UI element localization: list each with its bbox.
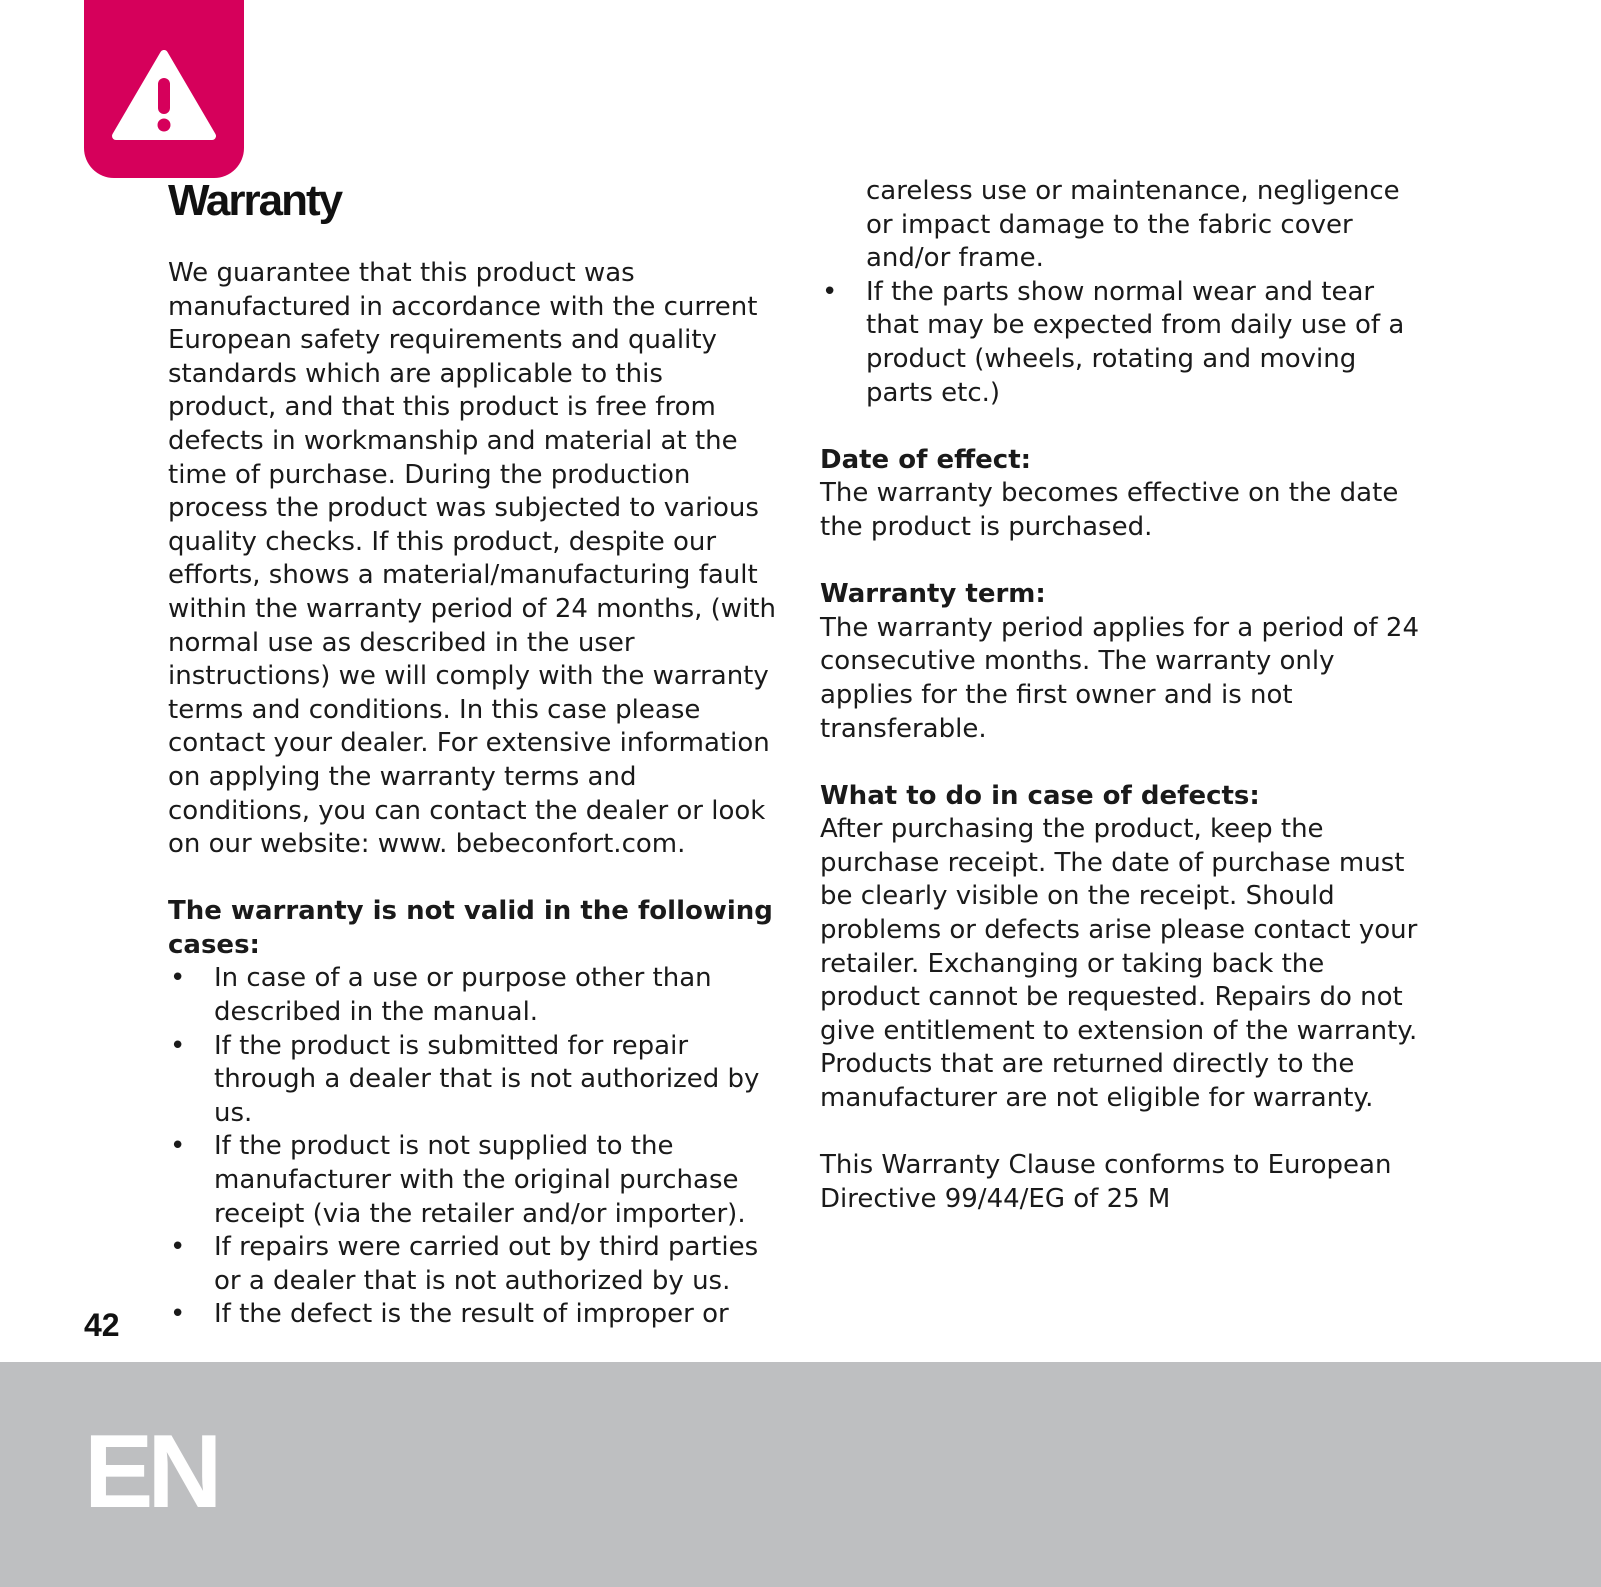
right-column bbox=[820, 175, 1420, 1216]
left-column bbox=[168, 257, 778, 1332]
bullet-dot: • bbox=[170, 963, 186, 994]
language-code: EN bbox=[84, 1414, 217, 1530]
defects-body: After purchasing the product, keep the purchase receipt. The date of purchase must be clearly visible on the receipt. Should problems or defects arise please contact your retailer. Exchanging or taking back the product cannot be requested. Repairs do not give entitlement to extension of the warranty. Products that are returned directly to the manufacturer are not eligible for warranty. bbox=[820, 814, 1418, 1114]
list-item: • If the defect is the result of improper or bbox=[168, 1298, 778, 1332]
bullet-continuation: careless use or maintenance, negligence or impact damage to the fabric cover and/or frame. bbox=[866, 176, 1400, 274]
warranty-term-heading: Warranty term: bbox=[820, 579, 1046, 610]
closing-clause: This Warranty Clause conforms to European Directive 99/44/EG of 25 M bbox=[820, 1150, 1392, 1214]
bullet-dot: • bbox=[170, 1299, 186, 1330]
bullet-dot: • bbox=[822, 276, 838, 307]
page-title: Warranty bbox=[168, 176, 342, 225]
not-valid-heading: The warranty is not valid in the following cases: bbox=[168, 896, 773, 960]
bullet-dot: • bbox=[170, 1232, 186, 1263]
warning-triangle-icon bbox=[112, 50, 216, 142]
exclusion-list bbox=[168, 962, 778, 1332]
exclusion-list-continued bbox=[820, 276, 1420, 410]
list-item: • If the product is not supplied to the manufacturer with the original purchase receipt (via the retailer and/or importer). bbox=[170, 1131, 746, 1229]
page-number: 42 bbox=[84, 1307, 120, 1343]
warning-tab bbox=[84, 0, 244, 178]
language-band bbox=[0, 1362, 1601, 1587]
bullet-dot: • bbox=[170, 1131, 186, 1162]
list-item: • In case of a use or purpose other than described in the manual. bbox=[170, 963, 712, 1028]
defects-heading: What to do in case of defects: bbox=[820, 780, 1260, 811]
date-of-effect-heading: Date of effect: bbox=[820, 444, 1032, 475]
list-item: • If repairs were carried out by third parties or a dealer that is not authorized by us. bbox=[170, 1232, 759, 1296]
list-item: • If the product is submitted for repair through a dealer that is not authorized by us. bbox=[170, 1030, 760, 1128]
bullet-dot: • bbox=[170, 1030, 186, 1061]
list-item: • If the parts show normal wear and tear that may be expected from daily use of a product (wheels, rotating and moving parts etc.) bbox=[822, 276, 1405, 408]
warranty-term-body: The warranty period applies for a period of 24 consecutive months. The warranty only applies for the first owner and is not transferable. bbox=[820, 612, 1419, 744]
intro-paragraph: We guarantee that this product was manufactured in accordance with the current European safety requirements and quality standards which are applicable to this product, and that this product is free from defects in workmanship and material at the time of purchase. During the production process the product was subjected to various quality checks. If this product, despite our efforts, shows a material/manufacturing fault within the warranty period of 24 months, (with normal use as described in the user instructions) we will comply with the warranty terms and conditions. In this case please contact your dealer. For extensive information on applying the warranty terms and conditions, you can contact the dealer or look on our website: www. bebeconfort.com. bbox=[168, 258, 776, 860]
date-of-effect-body: The warranty becomes effective on the date the product is purchased. bbox=[820, 478, 1399, 542]
